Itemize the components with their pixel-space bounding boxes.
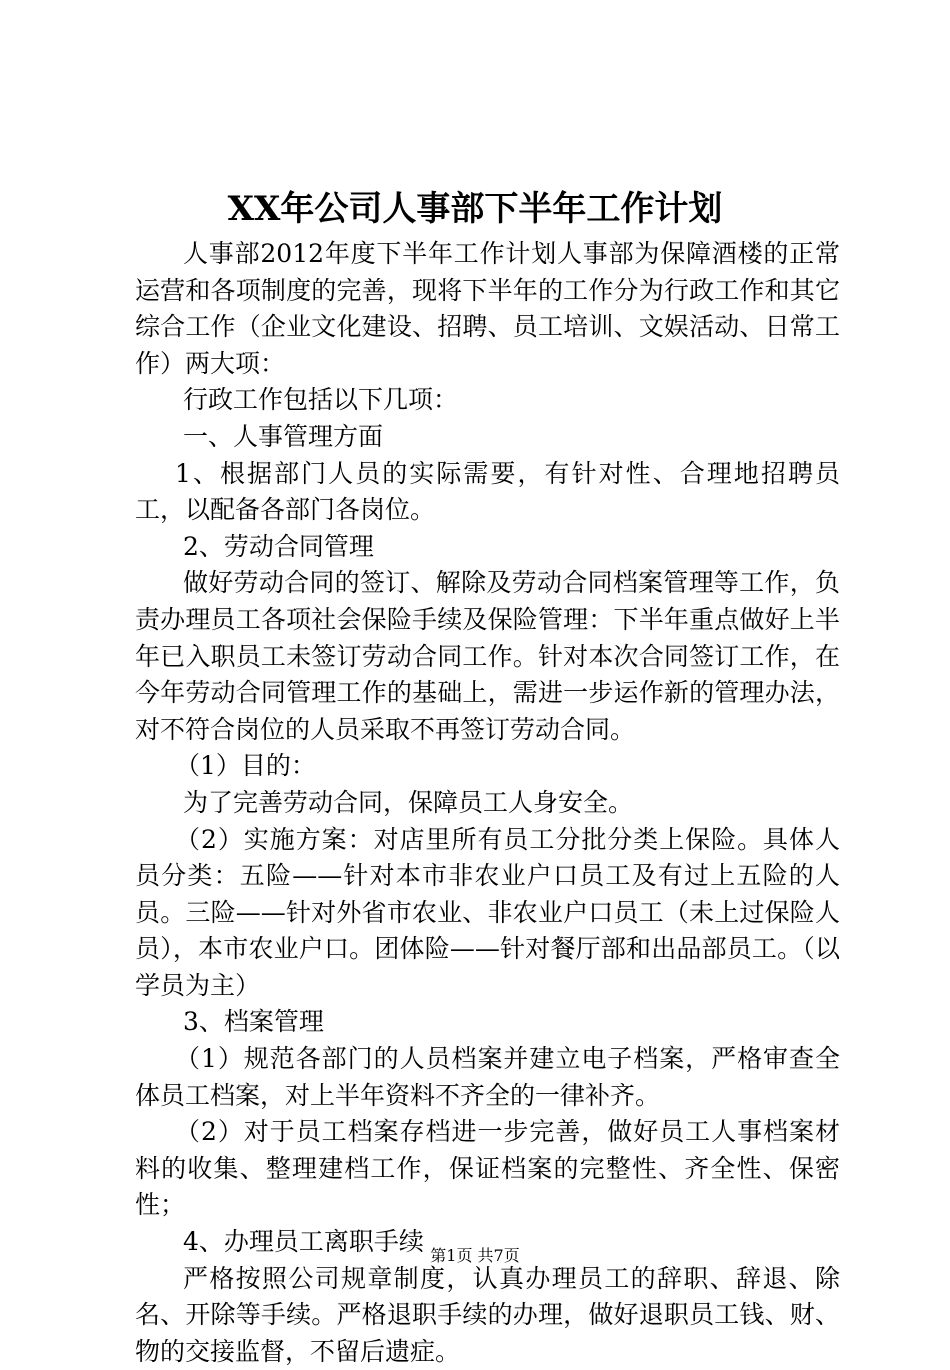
paragraph: 3、档案管理 bbox=[183, 1007, 324, 1037]
paragraph: 做好劳动合同的签订、解除及劳动合同档案管理等工作，负责办理员工各项社会保险手续及保险管理：下半年重点做好上半年已入职员工未签订劳动合同工作。针对本次合同签订工作，在今年劳动合同管理工作的基础上，需进一步运作新的管理办法，对不符合岗位的人员采取不再签订劳动合同。 bbox=[135, 568, 840, 744]
paragraph: （1）目的： bbox=[175, 751, 316, 781]
paragraph: （2）对于员工档案存档进一步完善，做好员工人事档案材料的收集、整理建档工作，保证档案的完整性、齐全性、保密性； bbox=[135, 1117, 840, 1220]
paragraph: 行政工作包括以下几项： bbox=[183, 385, 459, 415]
paragraph: （1）规范各部门的人员档案并建立电子档案，严格审查全体员工档案，对上半年资料不齐全的一律补齐。 bbox=[135, 1044, 840, 1110]
paragraph: 人事部2012年度下半年工作计划人事部为保障酒楼的正常运营和各项制度的完善，现将下半年的工作分为行政工作和其它综合工作（企业文化建设、招聘、员工培训、文娱活动、日常工作）两大项： bbox=[135, 239, 840, 378]
paragraph: 4、办理员工离职手续 bbox=[183, 1227, 424, 1257]
paragraph: 1、根据部门人员的实际需要，有针对性、合理地招聘员工，以配备各部门各岗位。 bbox=[135, 458, 840, 525]
document-body bbox=[135, 236, 840, 1370]
paragraph: （2）实施方案：对店里所有员工分批分类上保险。具体人员分类：五险——针对本市非农业户口员工及有过上五险的人员。三险——针对外省市农业、非农业户口员工（未上过保险人员），本市农业户口。团体险——针对餐厅部和出品部员工。（以学员为主） bbox=[135, 824, 840, 1000]
paragraph: 为了完善劳动合同，保障员工人身安全。 bbox=[183, 787, 634, 817]
paragraph: 2、劳动合同管理 bbox=[183, 531, 374, 561]
paragraph: 严格按照公司规章制度，认真办理员工的辞职、辞退、除名、开除等手续。严格退职手续的办理，做好退职员工钱、财、物的交接监督，不留后遗症。 bbox=[135, 1263, 840, 1366]
paragraph: 一、人事管理方面 bbox=[183, 421, 384, 451]
page-number-footer: 第1页 共7页 bbox=[430, 1246, 520, 1265]
document-title: XX年公司人事部下半年工作计划 bbox=[227, 189, 723, 229]
